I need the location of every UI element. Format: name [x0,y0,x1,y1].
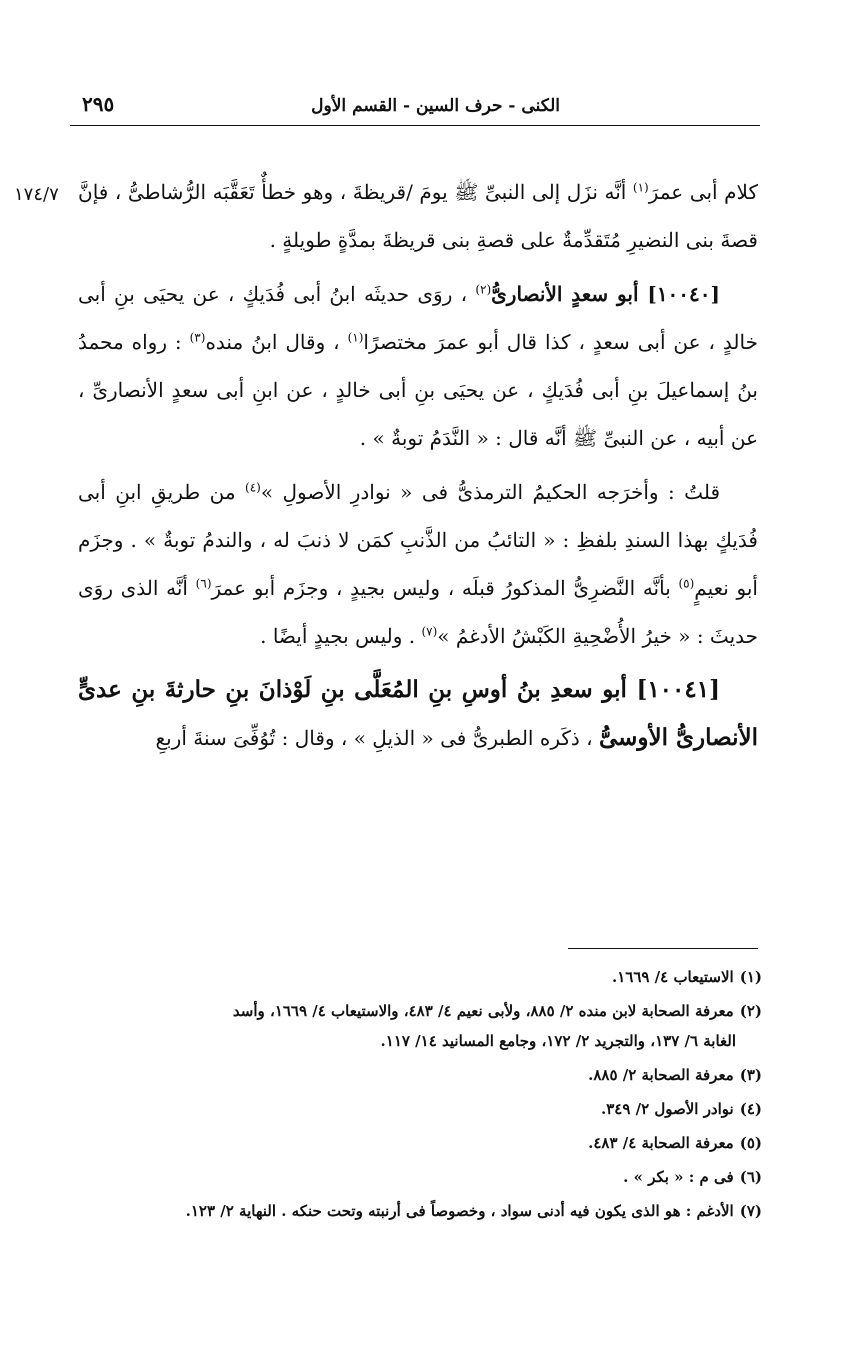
footnote-5: (٥)معرفة الصحابة ٤/ ٤٨٣. [588,1134,762,1152]
footnote-1: (١)الاستيعاب ٤/ ١٦٦٩. [611,968,762,986]
footnote-ref: (١) [347,330,364,345]
footnote-ref: (٣) [189,330,206,345]
entry-heading: [١٠٠٤٠] أبو سعدٍ الأنصارىُّ [491,282,720,306]
header-title: الكنى - حرف السين - القسم الأول [311,96,560,116]
footnote-ref: (٤) [245,480,261,495]
page-number: ٢٩٥ [82,92,115,116]
footnotes [70,962,762,1230]
entry-10041: [١٠٠٤١] أبو سعدِ بنُ أوسِ بنِ المُعَلَّى بنِ لَوْذانَ بنِ حارثةَ بنِ عدىٍّ الأنصارىُّ الأوسىُّ ، ذكَره الطبرىُّ فى « الذيلِ » ، وقال : تُوُفِّىَ سنةَ أربعِ [78,676,758,751]
footnote-ref: (٥) [678,576,695,591]
footnote-separator [568,948,758,949]
header-rule [70,125,760,126]
margin-volume-page-note: ١٧٤/٧ [14,184,59,205]
footnote-ref: (٧) [421,624,438,639]
footnote-2: (٢)معرفة الصحابة لابن منده ٢/ ٨٨٥، ولأبى نعيم ٤/ ٤٨٣، والاستيعاب ٤/ ١٦٦٩، وأسد الغابة ٦/ ١٣٧، والتجريد ٢/ ١٧٢، وجامع المسانيد ١٤/ ١١٧. [232,1002,762,1050]
footnote-6: (٦)فى م : « بكر » . [623,1168,762,1186]
footnote-ref: (١) [632,180,649,195]
commentary-paragraph: قلتُ : وأخرَجه الحكيمُ الترمذىُّ فى « نوادرِ الأصولِ »$^{(٤)}$ من طريقِ ابنِ أبى فُدَيكٍ بهذا السندِ بلفظِ : « التائبُ من الذَّنبِ كمَن لا ذنبَ له ، والندمُ توبةٌ » . وجزَم أبو نعيمٍ$^{(٥)}$ بأنَّه النَّضرِىُّ المذكورُ قبلَه ، وليس بجيدٍ ، وجزَم أبو عمرَ$^{(٦)}$ أنَّه الذى روَى حديثَ : « خيرُ الأُضْحِيةِ الكَبْشُ الأدغمُ »$^{(٧)}$ . وليس بجيدٍ أيضًا . [78,480,758,648]
paragraph-continuation: كلام أبى عمرَ$^{(١)}$ أنَّه نزَل إلى النبىِّ ﷺ يومَ /قريظةَ ، وهو خطأٌ تَعَقَّبَه الرُّشاطىُّ ، فإنَّ قصةَ بنى النضيرِ مُتَقدِّمةٌ على قصةِ بنى قريظةَ بمدَّةٍ طويلةٍ . [78,180,758,252]
footnote-3: (٣)معرفة الصحابة ٢/ ٨٨٥. [588,1066,762,1084]
footnote-4: (٤)نوادر الأصول ٢/ ٣٤٩. [600,1100,762,1118]
main-text [78,168,758,768]
entry-10040: [١٠٠٤٠] أبو سعدٍ الأنصارىُّ$^{(٢)}$ ، روَى حديثَه ابنُ أبى فُدَيكٍ ، عن يحيَى بنِ أبى خالدٍ ، عن أبى سعدٍ ، كذا قال أبو عمرَ مختصرًا$^{(١)}$ ، وقال ابنُ منده$^{(٣)}$ : رواه محمدُ بنُ إسماعيلَ بنِ أبى فُدَيكٍ ، عن يحيَى بنِ أبى خالدٍ ، عن ابنِ أبى سعدٍ الأنصارىِّ ، عن أبيه ، عن النبىِّ ﷺ أنَّه قال : « النَّدَمُ توبةٌ » . [78,282,758,450]
entry-heading: [١٠٠٤١] أبو سعدِ بنُ أوسِ بنِ المُعَلَّى بنِ لَوْذانَ بنِ حارثةَ بنِ عدىٍّ الأنصارىُّ الأوسىُّ [78,676,758,751]
running-header [70,92,760,126]
footnote-ref: (٦) [195,576,212,591]
footnote-ref: (٢) [475,282,492,297]
footnote-7: (٧)الأدغم : هو الذى يكون فيه أدنى سواد ، وخصوصاً فى أرنبته وتحت حنكه . النهاية ٢/ ١٢٣. [185,1202,762,1220]
